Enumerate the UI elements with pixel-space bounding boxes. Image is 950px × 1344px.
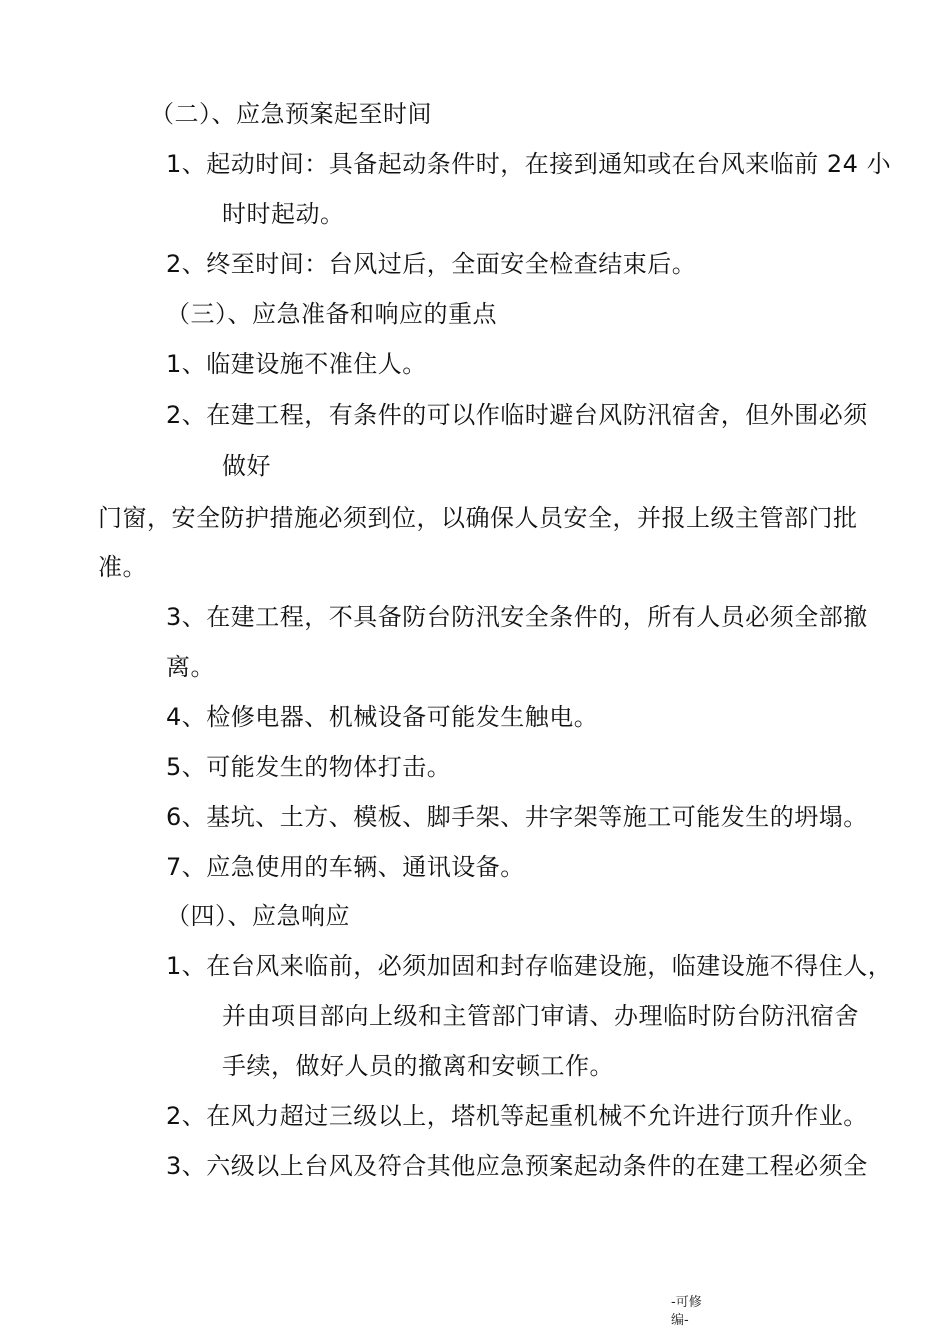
paragraph-line: 准。 [98,553,147,581]
paragraph-line: 1、起动时间：具备起动条件时，在接到通知或在台风来临前 24 小 [166,150,892,178]
paragraph-line: 离。 [166,653,215,681]
paragraph-line: 时时起动。 [222,200,345,228]
paragraph-line: 1、在台风来临前，必须加固和封存临建设施，临建设施不得住人， [166,952,893,980]
paragraph-line: 手续，做好人员的撤离和安顿工作。 [222,1052,614,1080]
page-footer-line2: 编- [671,1313,689,1328]
page-footer-line1: -可修 [671,1295,702,1310]
paragraph-line: 并由项目部向上级和主管部门审请、办理临时防台防汛宿舍 [222,1002,859,1030]
paragraph-line: 7、应急使用的车辆、通讯设备。 [166,853,525,881]
paragraph-line: 6、基坑、土方、模板、脚手架、井字架等施工可能发生的坍塌。 [166,803,868,831]
paragraph-line: 门窗，安全防护措施必须到位，以确保人员安全，并报上级主管部门批 [98,504,858,532]
paragraph-line: 2、终至时间：台风过后，全面安全检查结束后。 [166,250,697,278]
paragraph-line: 3、在建工程，不具备防台防汛安全条件的，所有人员必须全部撤 [166,603,868,631]
paragraph-line: 5、可能发生的物体打击。 [166,753,452,781]
paragraph-line: 做好 [222,452,271,480]
paragraph-line: 2、在建工程，有条件的可以作临时避台风防汛宿舍，但外围必须 [166,401,868,429]
heading-section-4: （四）、应急响应 [166,902,350,930]
heading-section-2: （二）、应急预案起至时间 [150,100,432,128]
paragraph-line: 2、在风力超过三级以上，塔机等起重机械不允许进行顶升作业。 [166,1102,868,1130]
paragraph-line: 4、检修电器、机械设备可能发生触电。 [166,703,599,731]
paragraph-line: 1、临建设施不准住人。 [166,350,427,378]
heading-section-3: （三）、应急准备和响应的重点 [166,300,497,328]
paragraph-line: 3、六级以上台风及符合其他应急预案起动条件的在建工程必须全 [166,1152,868,1180]
